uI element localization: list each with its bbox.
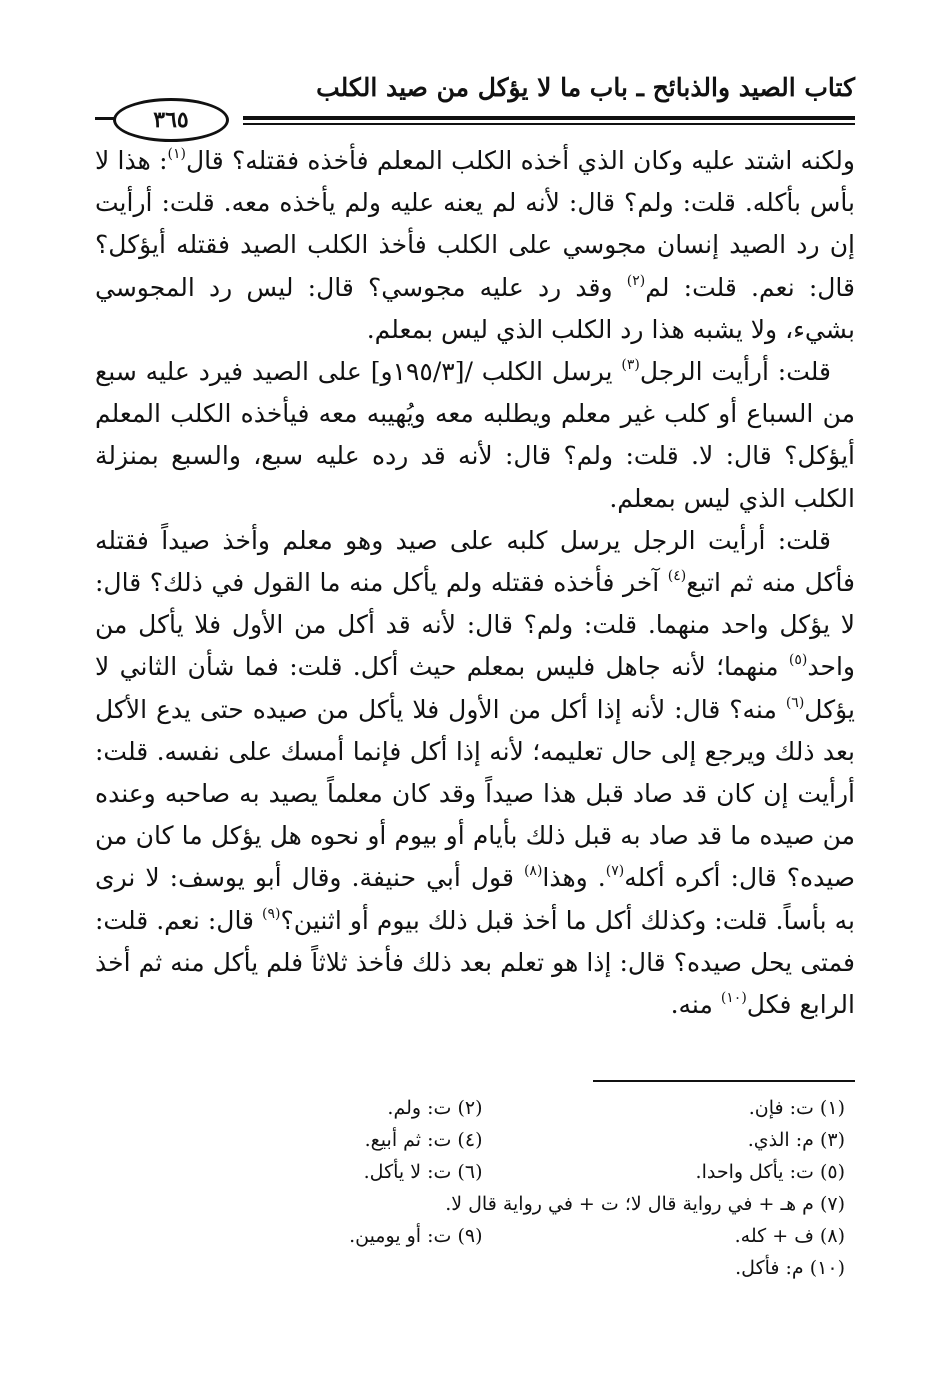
footnote-7: (٧) م هـ + في رواية قال لا؛ ت + في رواية قال لا. — [445, 1193, 845, 1215]
text-run: قال: نعم. قلت: فمتى يحل صيده؟ قال: إذا هو تعلم بعد ذلك فأخذ ثلاثاً فلم يأكل منه ثم أخذ الرابع فكل — [95, 905, 855, 1020]
footnote-1: (١) ت: فإن. — [748, 1097, 845, 1119]
footnote-ref: (١) — [167, 146, 186, 162]
text-run: ولكنه اشتد عليه وكان الذي أخذه الكلب المعلم فأخذه فقتله؟ قال — [185, 146, 856, 175]
header-rule-left — [95, 117, 115, 120]
footnote-6: (٦) ت: لا يأكل. — [363, 1161, 483, 1183]
paragraph — [95, 351, 855, 520]
text-run: منهما؛ لأنه جاهل فليس بمعلم حيث أكل. قلت: فما شأن الثاني لا يؤكل — [95, 652, 855, 724]
paragraph — [95, 520, 855, 1026]
running-title: كتاب الصيد والذبائح ـ باب ما لا يؤكل من صيد الكلب — [316, 73, 855, 102]
footnote-ref: (٢) — [626, 272, 646, 289]
footnote-row — [120, 1252, 845, 1284]
footnote-row — [120, 1124, 845, 1156]
text-run: قول أبي حنيفة. وقال أبو يوسف: لا نرى به بأساً. قلت: وكذلك أكل ما أخذ قبل ذلك بيوم أو اثنين؟ — [95, 863, 856, 935]
footnote-row — [120, 1220, 845, 1252]
footnote-row — [120, 1188, 845, 1220]
footnote-ref: (٨) — [523, 863, 543, 880]
footnote-ref: (٦) — [785, 694, 805, 711]
text-run: قلت: أرأيت الرجل — [639, 357, 831, 387]
footnote-separator — [593, 1080, 855, 1082]
footnote-ref: (١٠) — [720, 990, 747, 1007]
header-rule-thick — [243, 116, 855, 120]
footnote-ref: (٤) — [667, 568, 687, 585]
header-rule-thin — [243, 123, 855, 125]
footnote-8: (٨) ف + كله. — [734, 1225, 845, 1247]
text-run: : هذا لا بأس بأكله. قلت: ولم؟ قال: لأنه لم يعنه عليه ولم يأخذه معه. قلت: أرأيت إن رد الصيد إنسان مجوسي على الكلب فأخذ الكلب الصيد فقتله أيؤكل؟ قال: نعم. قلت: لم — [95, 146, 856, 302]
footnote-ref: (٥) — [788, 652, 808, 669]
footnote-2: (٢) ت: ولم. — [387, 1097, 483, 1119]
text-run: وقد رد عليه مجوسي؟ قال: ليس رد المجوسي بشيء، ولا يشبه هذا رد الكلب الذي ليس بمعلم. — [95, 272, 855, 344]
footnote-10: (١٠) م: فأكل. — [735, 1257, 845, 1279]
text-run: منه. — [670, 990, 721, 1020]
text-run: منه؟ قال: لأنه إذا أكل من الأول فلا يأكل من صيده حتى يدع الأكل بعد ذلك ويرجع إلى حال تعليمه؛ لأنه إذا أكل فإنما أمسك على نفسه. قلت: أرأيت إن كان قد صاد قبل هذا صيداً وقد كان معلماً يصيد به صاحبه وعنده من صيده ما قد صاد به قبل ذلك بأيام أو بيوم أو نحوه هل يؤكل ما كان من صيده؟ قال: أكره أكله — [95, 694, 855, 893]
footnote-row — [120, 1156, 845, 1188]
footnote-ref: (٩) — [262, 905, 281, 922]
page-number: ٣٦٥ — [113, 98, 229, 142]
footnote-4: (٤) ت: ثم أبيع. — [364, 1129, 483, 1151]
text-run: . وهذا — [542, 863, 606, 893]
footnote-ref: (٧) — [605, 863, 625, 880]
main-text — [95, 140, 855, 1026]
footnote-3: (٣) م: الذي. — [747, 1129, 845, 1151]
footnote-row — [120, 1092, 845, 1124]
paragraph — [95, 140, 855, 351]
text-run: يرسل الكلب /[١٩٥/٣و] على الصيد فيرد عليه سبع من السباع أو كلب غير معلم ويطلبه معه ويُهيبه معه فيأخذه الكلب المعلم أيؤكل؟ قال: لا. قلت: ولم؟ قال: لأنه قد رده عليه سبع، والسبع بمنزلة الكلب الذي ليس بمعلم. — [95, 357, 855, 513]
text-run: قلت: أرأيت الرجل يرسل كلبه على صيد وهو معلم وأخذ صيداً فقتله فأكل منه ثم اتبع — [95, 525, 856, 598]
text-run: آخر فأخذه فقتله ولم يأكل منه ما القول في ذلك؟ قال: لا يؤكل واحد منهما. قلت: ولم؟ قال: لأنه قد أكل من الأول فلا يأكل من واحد — [95, 568, 855, 682]
footnote-5: (٥) ت: يأكل واحدا. — [695, 1161, 845, 1183]
footnote-ref: (٣) — [621, 357, 640, 374]
page-header — [95, 68, 855, 133]
footnotes — [120, 1092, 845, 1284]
footnote-9: (٩) ت: أو يومين. — [349, 1225, 483, 1247]
